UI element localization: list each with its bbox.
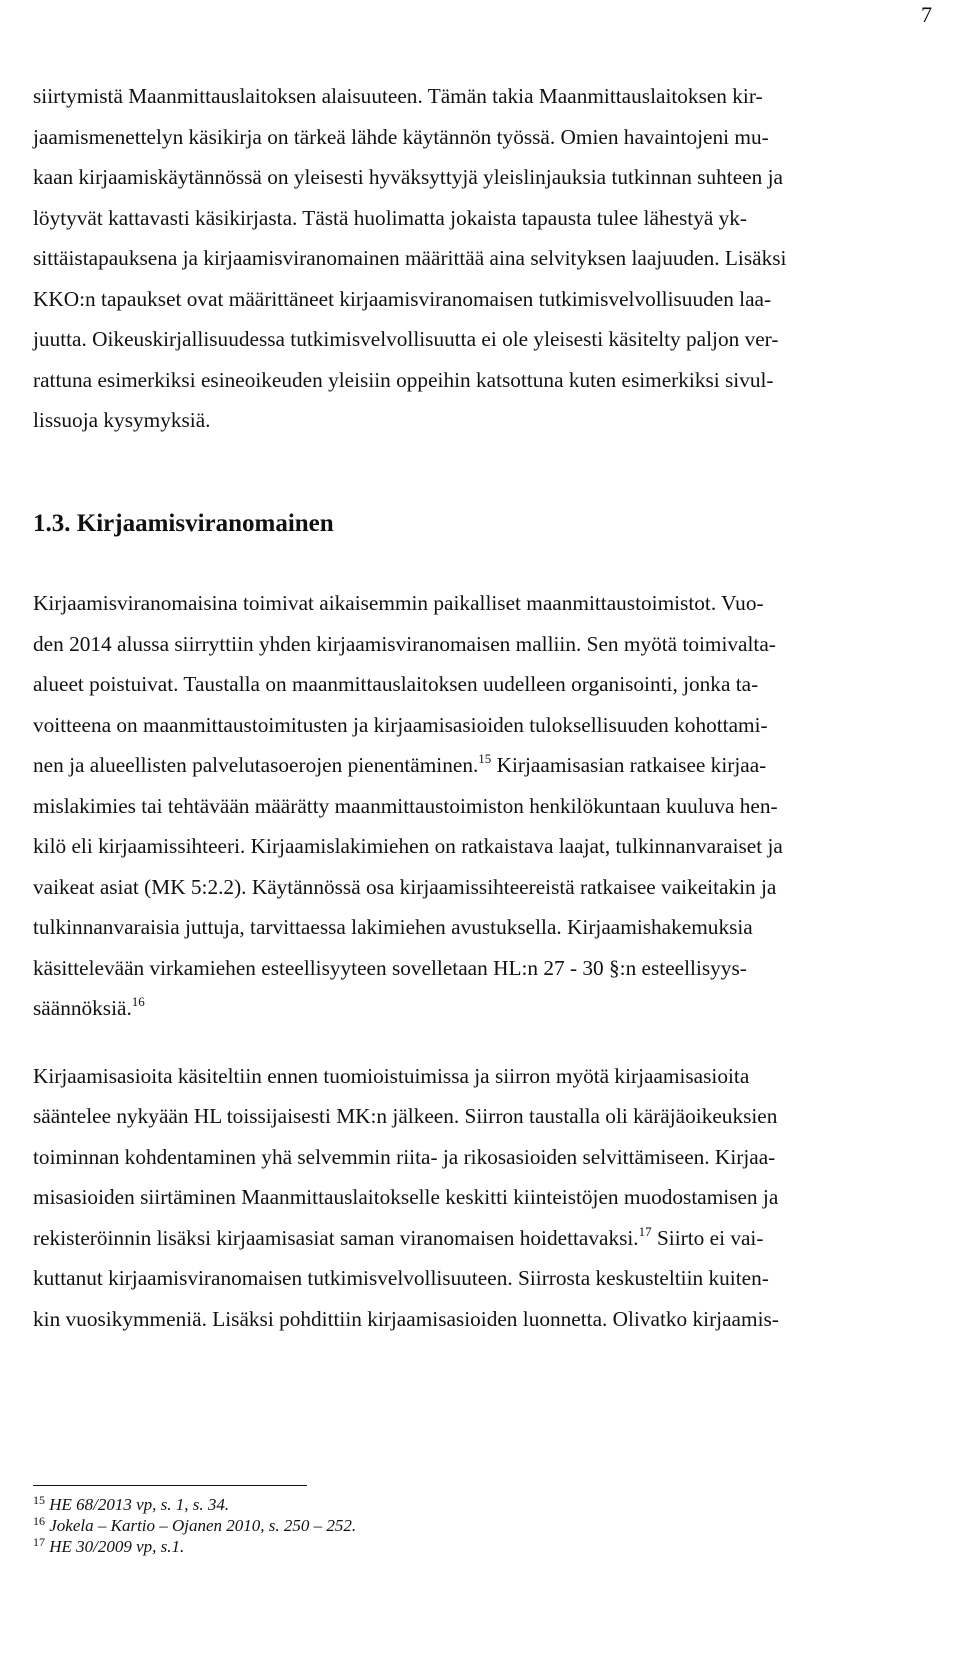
footnote-ref-15[interactable]: 15 <box>478 751 492 766</box>
paragraph-transfer-text-a: Kirjaamisasioita käsiteltiin ennen tuomioistuimissa ja siirron myötä kirjaamisasioita sääntelee nykyään HL toissijaisesti MK:n jälkeen. Siirron taustalla oli käräjäoikeuksien toiminnan kohdentaminen yhä selvemmin riita- ja rikosasioiden selvittämiseen. Kirjaa- misasioiden siirtäminen Maanmittauslaitokselle keskitti kiinteistöjen muodostamisen ja rekisteröinnin lisäksi kirjaamisasiat saman viranomaisen hoidettavaksi. <box>33 1063 779 1250</box>
footnote-ref-17[interactable]: 17 <box>638 1223 652 1239</box>
paragraph-transfer-text-b: Siirto ei vai- kuttanut kirjaamisviranomaisen tutkimisvelvollisuuteen. Siirrosta keskusteltiin kuiten- kin vuosikymmeniä. Lisäksi pohdittiin kirjaamisasioiden luonnetta. Olivatko kirjaamis- <box>33 1225 779 1331</box>
footnote-text: HE 30/2009 vp, s.1. <box>49 1537 185 1556</box>
footnote-text: HE 68/2013 vp, s. 1, s. 34. <box>49 1495 230 1514</box>
paragraph-intro: siirtymistä Maanmittauslaitoksen alaisuuteen. Tämän takia Maanmittauslaitoksen kir- jaamismenettelyn käsikirja on tärkeä lähde käytännön työssä. Omien havaintojeni mu- kaan kirjaamiskäytännössä on yleisesti hyväksyttyjä yleislinjauksia tutkinnan suhteen ja löytyvät kattavasti käsikirjasta. Tästä huolimatta jokaista tapausta tulee lähestyä yk- sittäistapauksena ja kirjaamisviranomainen määrittää aina selvityksen laajuuden. Lisäksi KKO:n tapaukset ovat määrittäneet kirjaamisviranomaisen tutkimisvelvollisuuden laa- juutta. Oikeuskirjallisuudessa tutkimisvelvollisuutta ei ole yleisesti käsitelty paljon ver- rattuna esimerkiksi esineoikeuden yleisiin oppeihin katsottuna kuten esimerkiksi sivul- lissuoja kysymyksiä. <box>33 84 787 432</box>
page-number: 7 <box>921 2 932 27</box>
footnote-item <box>33 1536 913 1557</box>
section-heading: 1.3. Kirjaamisviranomainen <box>33 510 334 537</box>
paragraph-authority-text-b: Kirjaamisasian ratkaisee kirjaa- mislakimies tai tehtävään määrätty maanmittaustoimiston henkilökuntaan kuuluva hen- kilö eli kirjaamissihteeri. Kirjaamislakimiehen on ratkaistava laajat, tulkinnanvaraiset ja vaikeat asiat (MK 5:2.2). Käytännössä osa kirjaamissihteereistä ratkaisee vaikeitakin ja tulkinnanvaraisia juttuja, tarvittaessa lakimiehen avustuksella. Kirjaamishakemuksia käsittelevään virkamiehen esteellisyyteen sovelletaan HL:n 27 - 30 §:n esteellisyys- säännöksiä. <box>33 753 783 1020</box>
footnote-item <box>33 1494 913 1515</box>
footnote-number: 15 <box>33 1493 45 1507</box>
paragraph-transfer <box>33 1056 913 1340</box>
footnote-text: Jokela – Kartio – Ojanen 2010, s. 250 – 252. <box>49 1516 357 1535</box>
footnote-ref-16[interactable]: 16 <box>131 994 145 1009</box>
paragraph-authority-text-a: Kirjaamisviranomaisina toimivat aikaisemmin paikalliset maanmittaustoimistot. Vuo- den 2014 alussa siirryttiin yhden kirjaamisviranomaisen malliin. Sen myötä toimivalta- alueet poistuivat. Taustalla on maanmittauslaitoksen uudelleen organisointi, jonka ta- voitteena on maanmittaustoimitusten ja kirjaamisasioiden tuloksellisuuden kohottami- nen ja alueellisten palvelutasoerojen pienentäminen. <box>33 591 776 777</box>
paragraph-authority <box>33 583 913 1029</box>
footnote-number: 17 <box>33 1535 45 1549</box>
footnote-item <box>33 1515 913 1536</box>
footnotes <box>33 1494 913 1557</box>
main-text <box>33 76 913 1339</box>
footnote-divider <box>33 1485 307 1486</box>
footnote-number: 16 <box>33 1514 45 1528</box>
